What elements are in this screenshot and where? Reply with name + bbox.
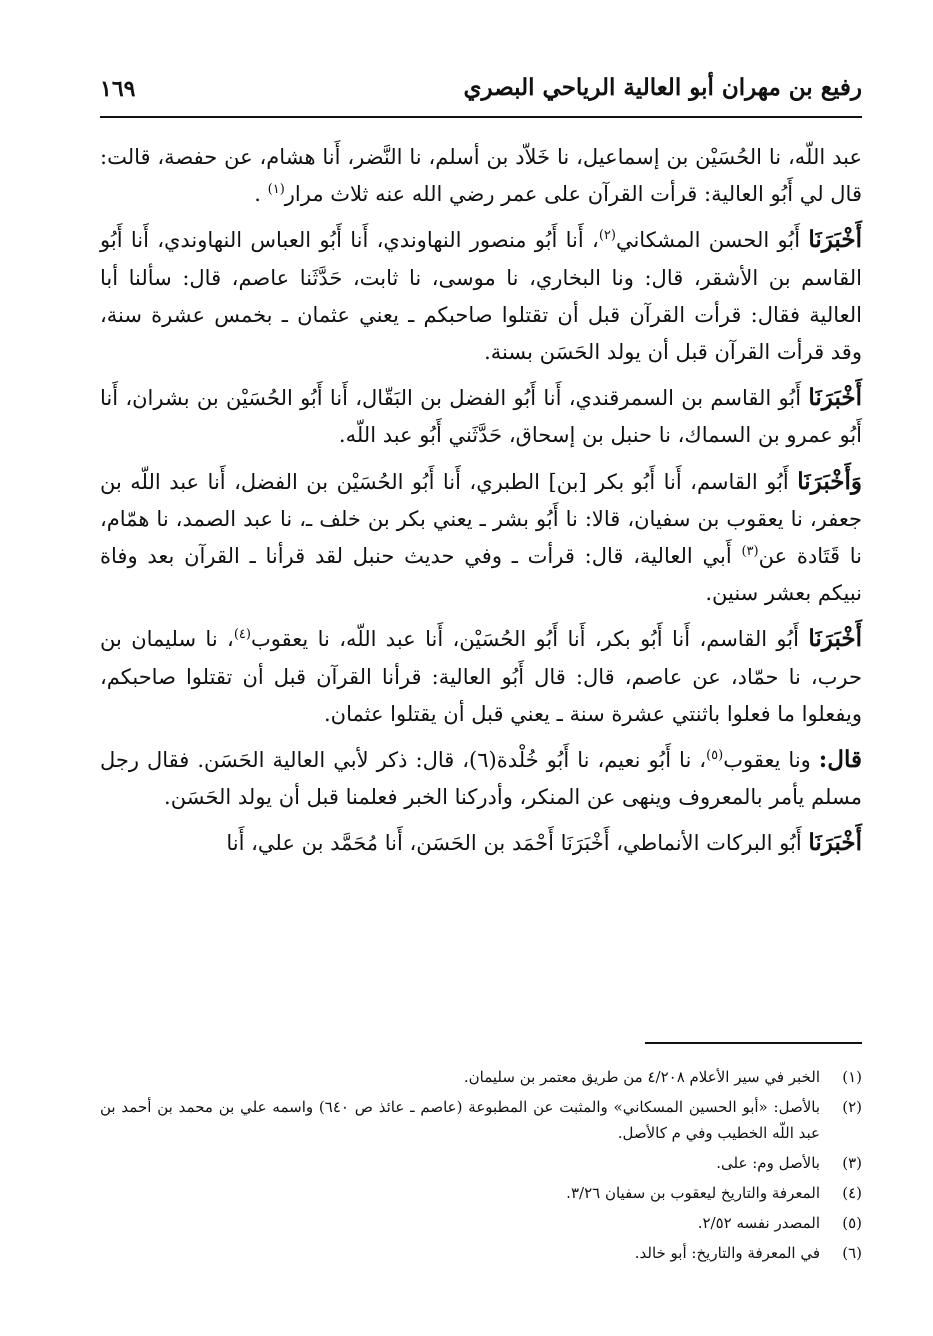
footnote-text: بالأصل وم: على. xyxy=(716,1154,820,1172)
paragraph-lead: أَخْبَرَنَا xyxy=(808,625,862,653)
footnote xyxy=(100,1240,862,1266)
page-number: ١٦٩ xyxy=(100,76,136,102)
paragraph-tail: . xyxy=(254,182,268,207)
page-header xyxy=(100,72,862,108)
footnote-ref: (٤) xyxy=(233,627,251,643)
footnote-ref: (٢) xyxy=(598,228,616,244)
footnote-number: (١) xyxy=(842,1068,862,1086)
footnote xyxy=(100,1180,862,1206)
footnote-number: (٤) xyxy=(842,1184,862,1202)
paragraph xyxy=(100,221,862,371)
paragraph xyxy=(100,379,862,454)
paragraph-text: أَبُو البركات الأنماطي، أَخْبَرَنَا أَحْمَد بن الحَسَن، أَنا مُحَمَّد بن علي، أَنا xyxy=(226,831,809,856)
paragraph-lead: أَخْبَرَنَا xyxy=(808,829,862,857)
footnote xyxy=(100,1064,862,1090)
footnote-number: (٦) xyxy=(842,1244,862,1262)
paragraph xyxy=(100,463,862,613)
paragraph-tail: أَبي العالية، قال: قرأت ـ وفي حديث حنبل لقد قرأنا ـ القرآن بعد وفاة نبيكم بعشر سنين. xyxy=(100,544,862,606)
paragraph-tail: ، أَنا أَبُو منصور النهاوندي، أَنا أَبُو العباس النهاوندي، أَنا أَبُو القاسم بن الأشقر، قال: ونا البخاري، نا موسى، نا ثابت، حَدَّثَنا عاصم، قال: سألنا أبا العالية فقال: قرأت القرآن قبل أن تقتلوا صاحبكم ـ يعني عثمان ـ بخمس عشرة سنة، وقد قرأت القرآن قبل أن يولد الحَسَن بسنة. xyxy=(100,228,862,365)
paragraph-text: عبد اللّه، نا الحُسَيْن بن إسماعيل، نا خَلاّد بن أسلم، نا النَّضر، أَنا هشام، عن حفصة، قالت: قال لي أَبُو العالية: قرأت القرآن على عمر رضي الله عنه ثلاث مرار xyxy=(100,145,862,207)
footnote-text: المعرفة والتاريخ ليعقوب بن سفيان ٣/٢٦. xyxy=(566,1184,820,1202)
footnote xyxy=(100,1150,862,1176)
footnote-text: بالأصل: «أبو الحسين المسكاني» والمثبت عن المطبوعة (عاصم ـ عائذ ص ٦٤٠) واسمه علي بن محمد بن أحمد بن عبد اللّه الخطيب وفي م كالأصل. xyxy=(100,1098,821,1142)
paragraph-text: أَبُو القاسم بن السمرقندي، أَنا أَبُو الفضل بن البَقّال، أَنا أَبُو الحُسَيْن بن بشران، أَنا أَبُو عمرو بن السماك، نا حنبل بن إسحاق، حَدَّثَني أَبُو عبد اللّه. xyxy=(100,386,862,448)
footnote-ref: (٣) xyxy=(741,544,759,560)
footnote-ref: (٥) xyxy=(706,748,724,764)
footnote-text: المصدر نفسه ٢/٥٢. xyxy=(697,1214,820,1232)
footnotes xyxy=(100,1064,862,1270)
paragraph-lead: وَأَخْبَرَنَا xyxy=(797,467,862,495)
paragraph-text: أَبُو القاسم، أَنا أَبُو بكر [بن] الطبري، أَنا أَبُو الحُسَيْن بن الفضل، أَنا عبد اللّه بن جعفر، نا يعقوب بن سفيان، قالا: نا أَبُو بشر ـ يعني بكر بن خلف ـ، نا عبد الصمد، نا همّام، نا قَتَادة عن xyxy=(100,469,862,569)
paragraph-tail: ، نا أَبُو نعيم، نا أَبُو خُلْدة(٦)، قال: ذكر لأبي العالية الحَسَن. فقال رجل مسلم يأمر بالمعروف وينهى عن المنكر، وأدركنا الخبر فعلمنا قبل أن يولد الحَسَن. xyxy=(100,748,862,810)
paragraph-tail: ، نا سليمان بن حرب، نا حمّاد، عن عاصم، قال: قال أَبُو العالية: قرأنا القرآن قبل أن تقتلوا صاحبكم، ويفعلوا ما فعلوا باثنتي عشرة سنة ـ يعني قبل أن يقتلوا عثمان. xyxy=(100,627,862,726)
footnote-number: (٥) xyxy=(842,1214,862,1232)
header-rule xyxy=(100,116,862,118)
footnote-text: الخبر في سير الأعلام ٤/٢٠٨ من طريق معتمر بن سليمان. xyxy=(463,1068,820,1086)
paragraph-lead: أَخْبَرَنَا xyxy=(808,384,862,412)
footnote-text: في المعرفة والتاريخ: أبو خالد. xyxy=(634,1244,820,1262)
paragraph-lead: قال: xyxy=(818,746,863,774)
footnote-rule xyxy=(645,1042,862,1044)
paragraph xyxy=(100,620,862,733)
paragraph xyxy=(100,824,862,862)
paragraph xyxy=(100,741,862,816)
paragraph-text: ونا يعقوب xyxy=(723,748,819,773)
footnote-ref: (١) xyxy=(267,182,285,198)
paragraph-text: أَبُو الحسن المشكاني xyxy=(615,228,809,253)
footnote xyxy=(100,1210,862,1236)
paragraph-lead: أَخْبَرَنَا xyxy=(808,226,862,254)
paragraph-text: أَبُو القاسم، أَنا أَبُو بكر، أَنا أَبُو الحُسَيْن، أَنا عبد اللّه، نا يعقوب xyxy=(250,627,809,652)
footnote xyxy=(100,1094,862,1146)
footnote-number: (٢) xyxy=(842,1098,862,1116)
paragraph xyxy=(100,138,862,213)
footnote-number: (٣) xyxy=(842,1154,862,1172)
running-title: رفيع بن مهران أبو العالية الرياحي البصري xyxy=(463,74,862,101)
main-text xyxy=(100,138,862,871)
